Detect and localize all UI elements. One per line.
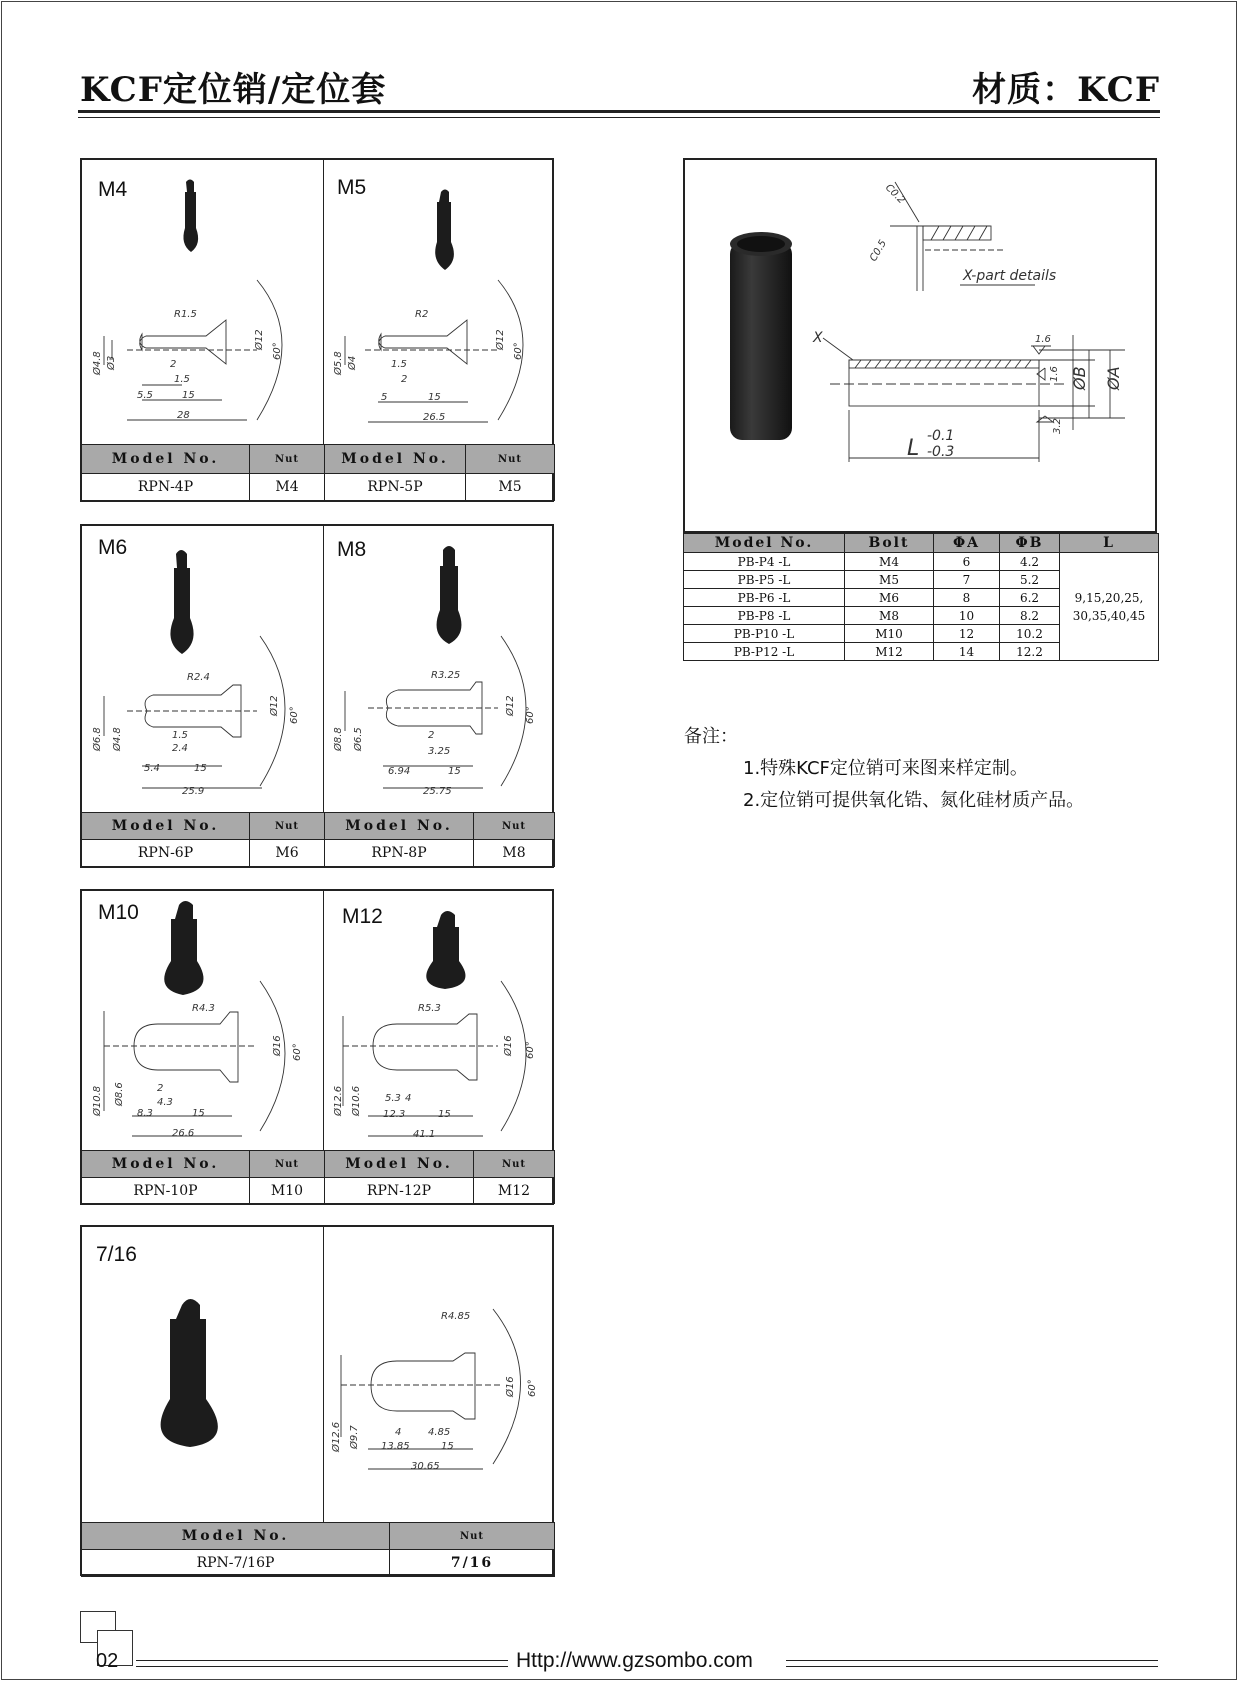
svg-text:X: X xyxy=(813,330,823,346)
svg-text:Ø3: Ø3 xyxy=(106,355,117,370)
model-cell: PB-P12 -L xyxy=(684,643,845,661)
svg-text:1.5: 1.5 xyxy=(172,730,188,741)
svg-text:1.6: 1.6 xyxy=(1035,334,1051,345)
svg-text:Ø8.8: Ø8.8 xyxy=(333,727,344,751)
svg-text:12.3: 12.3 xyxy=(383,1109,406,1120)
svg-text:60°: 60° xyxy=(525,706,536,724)
pin-box-m10-m12 xyxy=(80,889,554,1205)
pin-drawing xyxy=(323,160,563,440)
svg-text:L: L xyxy=(907,436,920,461)
footer-rule xyxy=(136,1666,508,1667)
svg-text:Ø16: Ø16 xyxy=(272,1035,283,1056)
pin-label: M4 xyxy=(98,178,128,201)
svg-text:Ø9.7: Ø9.7 xyxy=(349,1425,360,1449)
svg-text:Ø6.8: Ø6.8 xyxy=(92,727,103,751)
svg-text:15: 15 xyxy=(438,1109,451,1120)
svg-text:Ø4.8: Ø4.8 xyxy=(112,727,123,751)
svg-text:5.4: 5.4 xyxy=(144,763,160,774)
svg-text:R2.4: R2.4 xyxy=(187,672,210,683)
header-rule-thin xyxy=(78,117,1160,118)
svg-text:Ø4.8: Ø4.8 xyxy=(92,351,103,375)
pin-box-m6-m8 xyxy=(80,524,554,868)
pin-drawing xyxy=(323,891,563,1151)
bushing-drawing-box xyxy=(683,158,1157,533)
svg-text:Ø16: Ø16 xyxy=(503,1035,514,1056)
svg-text:R2: R2 xyxy=(415,309,429,320)
svg-text:60°: 60° xyxy=(292,1043,303,1061)
nut-cell: M12 xyxy=(474,1178,555,1204)
svg-text:15: 15 xyxy=(448,766,461,777)
svg-text:Ø12.6: Ø12.6 xyxy=(333,1085,344,1116)
pin-box-7-16 xyxy=(80,1225,554,1576)
pin-label: M8 xyxy=(337,538,367,561)
svg-text:R4.3: R4.3 xyxy=(192,1003,215,1014)
nut-cell: M5 xyxy=(466,474,555,501)
svg-text:Ø12: Ø12 xyxy=(269,695,280,716)
model-cell: RPN-7/16P xyxy=(82,1550,390,1577)
svg-text:60°: 60° xyxy=(289,706,300,724)
svg-text:Ø5.8: Ø5.8 xyxy=(333,351,344,375)
nut-cell: 7/16 xyxy=(390,1550,555,1577)
svg-text:C0.2: C0.2 xyxy=(882,182,907,207)
model-cell: RPN-10P xyxy=(82,1178,250,1204)
svg-text:C0.5: C0.5 xyxy=(868,238,890,264)
model-cell: RPN-8P xyxy=(325,840,474,867)
svg-text:3.2: 3.2 xyxy=(1052,418,1063,434)
svg-text:-0.3: -0.3 xyxy=(927,444,955,460)
svg-text:60°: 60° xyxy=(527,1379,538,1397)
pin-spec-table: Model No. Nut Model No. Nut RPN-10P M10 RPN-12P M12 xyxy=(81,1150,555,1204)
svg-text:15: 15 xyxy=(194,763,207,774)
svg-text:15: 15 xyxy=(441,1441,454,1452)
model-cell: RPN-4P xyxy=(82,474,250,501)
footer-rule xyxy=(786,1660,1158,1661)
model-cell: RPN-6P xyxy=(82,840,250,867)
svg-text:5.5: 5.5 xyxy=(137,390,153,401)
svg-text:4.3: 4.3 xyxy=(157,1097,173,1108)
nut-cell: M8 xyxy=(474,840,555,867)
svg-text:Ø12: Ø12 xyxy=(254,329,265,350)
svg-text:1.5: 1.5 xyxy=(391,359,407,370)
svg-text:4: 4 xyxy=(405,1093,412,1104)
svg-text:25.9: 25.9 xyxy=(182,786,205,797)
footer-rule xyxy=(786,1666,1158,1667)
bushing-photo xyxy=(730,242,792,440)
svg-text:15: 15 xyxy=(182,390,195,401)
svg-text:26.5: 26.5 xyxy=(423,412,446,423)
header-rule xyxy=(78,110,1160,113)
pin-label: M12 xyxy=(342,905,383,928)
svg-text:5.3: 5.3 xyxy=(385,1093,401,1104)
svg-text:28: 28 xyxy=(177,410,190,421)
svg-text:Ø16: Ø16 xyxy=(505,1376,516,1397)
svg-text:X-part details: X-part details xyxy=(963,268,1057,284)
svg-text:15: 15 xyxy=(428,392,441,403)
svg-text:4: 4 xyxy=(395,1427,402,1438)
svg-text:60°: 60° xyxy=(513,342,524,360)
model-cell: PB-P6 -L xyxy=(684,589,845,607)
nut-cell: M6 xyxy=(250,840,325,867)
svg-text:1.6: 1.6 xyxy=(1049,366,1060,382)
svg-text:R1.5: R1.5 xyxy=(174,309,197,320)
svg-text:25.75: 25.75 xyxy=(423,786,452,797)
svg-text:Ø10.8: Ø10.8 xyxy=(92,1085,103,1116)
svg-text:4.85: 4.85 xyxy=(428,1427,451,1438)
footer-rule xyxy=(136,1660,508,1661)
page-number: 02 xyxy=(96,1650,119,1672)
material-label: 材质：KCF xyxy=(972,70,1160,110)
svg-text:60°: 60° xyxy=(272,342,283,360)
svg-text:Ø8.6: Ø8.6 xyxy=(114,1082,125,1106)
svg-text:13.85: 13.85 xyxy=(381,1441,410,1452)
model-cell: PB-P5 -L xyxy=(684,571,845,589)
svg-text:Ø12: Ø12 xyxy=(505,695,516,716)
pin-label: M5 xyxy=(337,176,367,199)
model-cell: RPN-12P xyxy=(325,1178,474,1204)
svg-text:2: 2 xyxy=(170,359,177,370)
svg-text:1.5: 1.5 xyxy=(174,374,190,385)
model-cell: PB-P4 -L xyxy=(684,553,845,571)
model-cell: PB-P10 -L xyxy=(684,625,845,643)
svg-text:R5.3: R5.3 xyxy=(418,1003,441,1014)
svg-text:ØB: ØB xyxy=(1070,366,1089,390)
note-item: 1.特殊KCF定位销可来图来样定制。 xyxy=(743,758,1028,779)
pin-drawing xyxy=(82,891,322,1151)
bushing-drawing xyxy=(685,160,1155,532)
svg-text:Ø12.6: Ø12.6 xyxy=(331,1421,342,1452)
pin-drawing xyxy=(323,1227,563,1517)
page-title: KCF定位销/定位套 xyxy=(80,70,387,110)
svg-text:26.6: 26.6 xyxy=(172,1128,195,1139)
svg-text:3.25: 3.25 xyxy=(428,746,451,757)
svg-text:41.1: 41.1 xyxy=(413,1129,436,1140)
pin-label: 7/16 xyxy=(96,1243,137,1266)
svg-text:6.94: 6.94 xyxy=(388,766,411,777)
svg-text:30.65: 30.65 xyxy=(411,1461,440,1472)
pin-drawing xyxy=(82,526,322,806)
notes-title: 备注： xyxy=(684,726,738,747)
footer-url[interactable]: Http://www.gzsombo.com xyxy=(516,1649,753,1672)
svg-text:2: 2 xyxy=(428,730,435,741)
pin-label: M10 xyxy=(98,901,139,924)
pin-spec-table: Model No. Nut RPN-7/16P 7/16 xyxy=(81,1522,555,1577)
svg-text:60°: 60° xyxy=(525,1041,536,1059)
pin-drawing xyxy=(82,160,322,440)
pin-spec-table: Model No. Nut Model No. Nut RPN-4P M4 RPN-5P M5 xyxy=(81,444,555,501)
svg-text:5: 5 xyxy=(381,392,388,403)
svg-text:8.3: 8.3 xyxy=(137,1108,153,1119)
pin-box-m4-m5 xyxy=(80,158,554,502)
model-cell: RPN-5P xyxy=(325,474,466,501)
note-item: 2.定位销可提供氧化锆、氮化硅材质产品。 xyxy=(743,790,1085,811)
svg-text:ØA: ØA xyxy=(1104,366,1123,390)
svg-text:Ø4: Ø4 xyxy=(347,355,358,370)
model-cell: PB-P8 -L xyxy=(684,607,845,625)
nut-cell: M4 xyxy=(250,474,325,501)
svg-text:Ø12: Ø12 xyxy=(495,329,506,350)
nut-cell: M10 xyxy=(250,1178,325,1204)
pin-photo xyxy=(82,1227,322,1517)
svg-text:Ø10.6: Ø10.6 xyxy=(351,1085,362,1116)
bushing-spec-table: Model No. Bolt ΦA ΦB L PB-P4 -L M4 6 4.2 9,15,20,25, 30,35,40,45 PB-P5 -L M5 7 5.2 PB-P6 -L M6 8 6.2 PB-P8 -L M8 10 8.2 PB-P10 -L M10 12 10.2 PB-P12 -L M12 14 12.2 xyxy=(683,533,1159,661)
svg-text:Ø6.5: Ø6.5 xyxy=(353,727,364,751)
l-values-cell: 9,15,20,25, 30,35,40,45 xyxy=(1060,553,1159,661)
svg-text:R3.25: R3.25 xyxy=(431,670,461,681)
pin-label: M6 xyxy=(98,536,128,559)
pin-drawing xyxy=(323,526,563,806)
svg-text:-0.1: -0.1 xyxy=(927,428,955,444)
svg-text:2: 2 xyxy=(401,374,408,385)
svg-text:2.4: 2.4 xyxy=(172,743,188,754)
svg-text:15: 15 xyxy=(192,1108,205,1119)
svg-text:R4.85: R4.85 xyxy=(441,1311,471,1322)
pin-spec-table: Model No. Nut Model No. Nut RPN-6P M6 RPN-8P M8 xyxy=(81,812,555,867)
svg-text:2: 2 xyxy=(157,1083,164,1094)
